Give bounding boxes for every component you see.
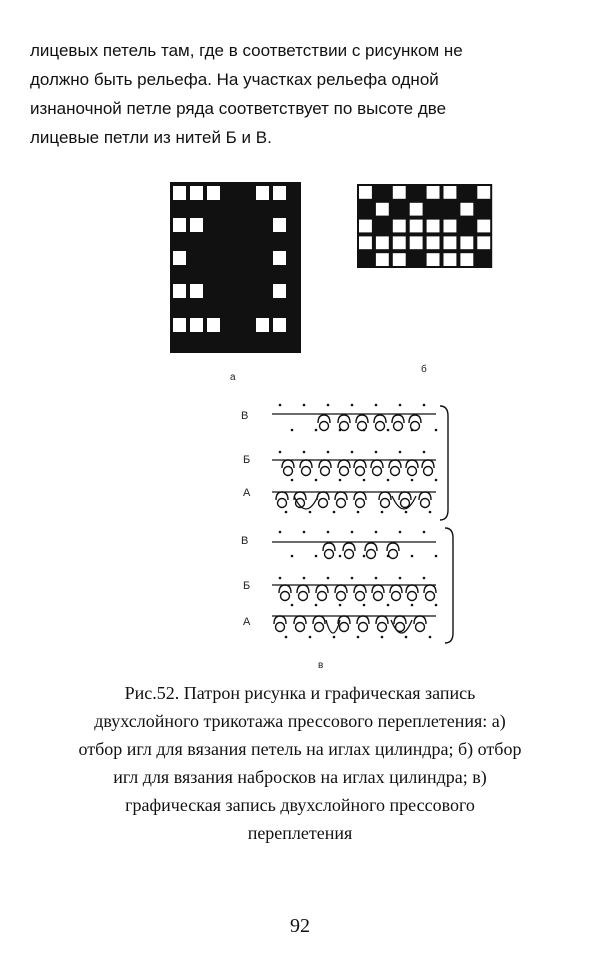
stitch-loop bbox=[356, 592, 365, 601]
needle-dot bbox=[327, 404, 330, 407]
pattern-b-cell bbox=[477, 236, 490, 249]
label-b: б bbox=[421, 364, 427, 375]
stitch-loop bbox=[284, 467, 293, 476]
needle-dot bbox=[339, 479, 342, 482]
stitch-loop bbox=[340, 623, 349, 632]
pattern-b-cell bbox=[359, 236, 372, 249]
needle-dot bbox=[375, 577, 378, 580]
needle-dot bbox=[423, 577, 426, 580]
needle-dot bbox=[333, 636, 336, 639]
pattern-b-cell bbox=[410, 220, 423, 233]
group-bracket bbox=[440, 406, 448, 520]
pattern-a-cell bbox=[190, 218, 203, 232]
needle-dot bbox=[339, 604, 342, 607]
needle-dot bbox=[363, 555, 366, 558]
needle-dot bbox=[303, 451, 306, 454]
pattern-b-grid bbox=[357, 184, 492, 268]
stitch-loop bbox=[394, 422, 403, 431]
stitch-loop bbox=[408, 592, 417, 601]
needle-dot bbox=[375, 451, 378, 454]
pattern-b-cell bbox=[477, 186, 490, 199]
paragraph-line-2: должно быть рельефа. На участках рельефа одной bbox=[30, 70, 439, 89]
stitch-loop bbox=[356, 467, 365, 476]
stitch-loop bbox=[421, 499, 430, 508]
needle-dot bbox=[285, 511, 288, 514]
needle-dot bbox=[381, 636, 384, 639]
stitch-loop bbox=[358, 422, 367, 431]
needle-dot bbox=[387, 479, 390, 482]
needle-dot bbox=[435, 555, 438, 558]
stitch-loop bbox=[319, 499, 328, 508]
needle-dot bbox=[399, 577, 402, 580]
stitch-loop bbox=[359, 623, 368, 632]
stitch-loop bbox=[376, 422, 385, 431]
needle-dot bbox=[423, 404, 426, 407]
needle-dot bbox=[333, 511, 336, 514]
stitch-loop bbox=[391, 467, 400, 476]
needle-dot bbox=[309, 636, 312, 639]
pattern-a-cell bbox=[173, 186, 186, 200]
pattern-b-cell bbox=[359, 186, 372, 199]
stitch-loop bbox=[378, 623, 387, 632]
row-label-top-v: В bbox=[241, 410, 249, 422]
stitch-loop bbox=[373, 467, 382, 476]
pattern-b-cell bbox=[376, 253, 389, 266]
needle-dot bbox=[399, 404, 402, 407]
needle-dot bbox=[387, 429, 390, 432]
needle-dot bbox=[411, 429, 414, 432]
needle-dot bbox=[285, 636, 288, 639]
pattern-b-cell bbox=[376, 236, 389, 249]
pattern-a-cell bbox=[273, 186, 286, 200]
stitch-loop bbox=[340, 467, 349, 476]
needle-dot bbox=[405, 636, 408, 639]
needle-dot bbox=[315, 479, 318, 482]
pattern-a-cell bbox=[190, 284, 203, 298]
pattern-b-cell bbox=[444, 253, 457, 266]
stitch-loop bbox=[337, 592, 346, 601]
pattern-b-cell bbox=[393, 253, 406, 266]
stitch-loop bbox=[424, 467, 433, 476]
needle-dot bbox=[423, 531, 426, 534]
pattern-a-cell bbox=[273, 218, 286, 232]
caption-line-3: отбор игл для вязания петель на иглах цилиндра; б) отбор bbox=[78, 739, 522, 759]
needle-dot bbox=[279, 531, 282, 534]
pattern-b-cell bbox=[460, 253, 473, 266]
stitch-loop bbox=[302, 467, 311, 476]
stitch-loop bbox=[278, 499, 287, 508]
pattern-a-cell bbox=[273, 318, 286, 332]
stitch-loop bbox=[325, 550, 334, 559]
pattern-b-cell bbox=[444, 236, 457, 249]
needle-dot bbox=[435, 429, 438, 432]
stitch-loop bbox=[408, 467, 417, 476]
paragraph-line-4: лицевые петли из нитей Б и В. bbox=[30, 128, 272, 147]
needle-dot bbox=[423, 451, 426, 454]
pattern-a-cell bbox=[173, 218, 186, 232]
label-a: а bbox=[230, 372, 236, 383]
page-number: 92 bbox=[290, 915, 310, 937]
needle-dot bbox=[351, 404, 354, 407]
pattern-a-cell bbox=[273, 284, 286, 298]
pattern-a-cell bbox=[207, 186, 220, 200]
needle-dot bbox=[435, 479, 438, 482]
caption-line-4: игл для вязания набросков на иглах цилиндра; в) bbox=[113, 767, 487, 787]
needle-dot bbox=[315, 429, 318, 432]
row-label-bottom-b: Б bbox=[243, 580, 251, 592]
stitch-loop bbox=[392, 592, 401, 601]
needle-dot bbox=[411, 555, 414, 558]
pattern-b-cell bbox=[393, 236, 406, 249]
pattern-a-grid bbox=[170, 182, 301, 353]
needle-dot bbox=[375, 404, 378, 407]
caption-line-6: переплетения bbox=[247, 823, 353, 843]
needle-dot bbox=[303, 577, 306, 580]
paragraph-line-3: изнаночной петле ряда соответствует по высоте две bbox=[30, 99, 447, 118]
stitch-loop bbox=[381, 499, 390, 508]
pattern-a-cell bbox=[173, 318, 186, 332]
pattern-b-cell bbox=[444, 220, 457, 233]
stitch-loop bbox=[299, 592, 308, 601]
pattern-b-cell bbox=[376, 203, 389, 216]
needle-dot bbox=[339, 555, 342, 558]
stitch-loop bbox=[374, 592, 383, 601]
pattern-b-cell bbox=[427, 236, 440, 249]
pattern-b-cell bbox=[427, 186, 440, 199]
pattern-a-cell bbox=[256, 186, 269, 200]
row-label-top-b: Б bbox=[243, 454, 251, 466]
needle-dot bbox=[315, 555, 318, 558]
needle-dot bbox=[303, 404, 306, 407]
caption-line-5: графическая запись двухслойного прессового bbox=[125, 795, 475, 815]
needle-dot bbox=[429, 636, 432, 639]
stitch-loop bbox=[315, 623, 324, 632]
needle-dot bbox=[351, 451, 354, 454]
needle-dot bbox=[357, 636, 360, 639]
pattern-b-cell bbox=[427, 253, 440, 266]
needle-dot bbox=[351, 577, 354, 580]
needle-dot bbox=[435, 604, 438, 607]
stitch-loop bbox=[320, 422, 329, 431]
stitch-loop bbox=[276, 623, 285, 632]
pattern-a-cell bbox=[190, 318, 203, 332]
needle-dot bbox=[291, 604, 294, 607]
needle-dot bbox=[381, 511, 384, 514]
label-v: в bbox=[318, 660, 324, 671]
stitch-loop bbox=[367, 550, 376, 559]
stitch-loop bbox=[389, 550, 398, 559]
needle-dot bbox=[363, 604, 366, 607]
pattern-a-cell bbox=[207, 318, 220, 332]
needle-dot bbox=[411, 479, 414, 482]
needle-dot bbox=[315, 604, 318, 607]
needle-dot bbox=[411, 604, 414, 607]
pattern-b-cell bbox=[427, 220, 440, 233]
needle-dot bbox=[279, 577, 282, 580]
pattern-b-cell bbox=[393, 186, 406, 199]
pattern-b-cell bbox=[410, 203, 423, 216]
pattern-b-cell bbox=[410, 236, 423, 249]
needle-dot bbox=[291, 429, 294, 432]
row-label-bottom-v: В bbox=[241, 535, 249, 547]
needle-dot bbox=[327, 451, 330, 454]
needle-dot bbox=[309, 511, 312, 514]
pattern-b-cell bbox=[359, 220, 372, 233]
pattern-b-cell bbox=[393, 220, 406, 233]
stitch-loop bbox=[281, 592, 290, 601]
stitch-loop bbox=[321, 467, 330, 476]
stitch-loop bbox=[356, 499, 365, 508]
pattern-b-cell bbox=[477, 220, 490, 233]
row-label-bottom-a: А bbox=[243, 616, 251, 628]
caption-line-1: Рис.52. Патрон рисунка и графическая запись bbox=[124, 683, 476, 703]
stitch-loop bbox=[416, 623, 425, 632]
needle-dot bbox=[279, 451, 282, 454]
pattern-a-cell bbox=[273, 251, 286, 265]
needle-dot bbox=[357, 511, 360, 514]
knitting-notation-diagram bbox=[272, 404, 453, 643]
needle-dot bbox=[291, 555, 294, 558]
stitch-loop bbox=[337, 499, 346, 508]
stitch-loop bbox=[401, 499, 410, 508]
group-bracket bbox=[445, 528, 453, 643]
pattern-a-cell bbox=[256, 318, 269, 332]
stitch-loop bbox=[345, 550, 354, 559]
pattern-a-cell bbox=[190, 186, 203, 200]
stitch-loop bbox=[426, 592, 435, 601]
pattern-a-cell bbox=[173, 284, 186, 298]
needle-dot bbox=[429, 511, 432, 514]
caption-line-2: двухслойного трикотажа прессового переплетения: а) bbox=[94, 711, 506, 731]
needle-dot bbox=[405, 511, 408, 514]
needle-dot bbox=[303, 531, 306, 534]
needle-dot bbox=[375, 531, 378, 534]
needle-dot bbox=[387, 555, 390, 558]
pattern-b-cell bbox=[460, 236, 473, 249]
needle-dot bbox=[387, 604, 390, 607]
stitch-loop bbox=[318, 592, 327, 601]
needle-dot bbox=[363, 429, 366, 432]
needle-dot bbox=[279, 404, 282, 407]
paragraph-line-1: лицевых петель там, где в соответствии с рисунком не bbox=[30, 41, 463, 60]
pattern-b-cell bbox=[444, 186, 457, 199]
stitch-loop bbox=[296, 623, 305, 632]
needle-dot bbox=[399, 531, 402, 534]
needle-dot bbox=[327, 531, 330, 534]
needle-dot bbox=[351, 531, 354, 534]
needle-dot bbox=[363, 479, 366, 482]
needle-dot bbox=[327, 577, 330, 580]
row-label-top-a: А bbox=[243, 487, 251, 499]
pattern-b-cell bbox=[460, 203, 473, 216]
needle-dot bbox=[399, 451, 402, 454]
needle-dot bbox=[339, 429, 342, 432]
figure-caption bbox=[40, 679, 560, 847]
pattern-a-cell bbox=[173, 251, 186, 265]
needle-dot bbox=[291, 479, 294, 482]
